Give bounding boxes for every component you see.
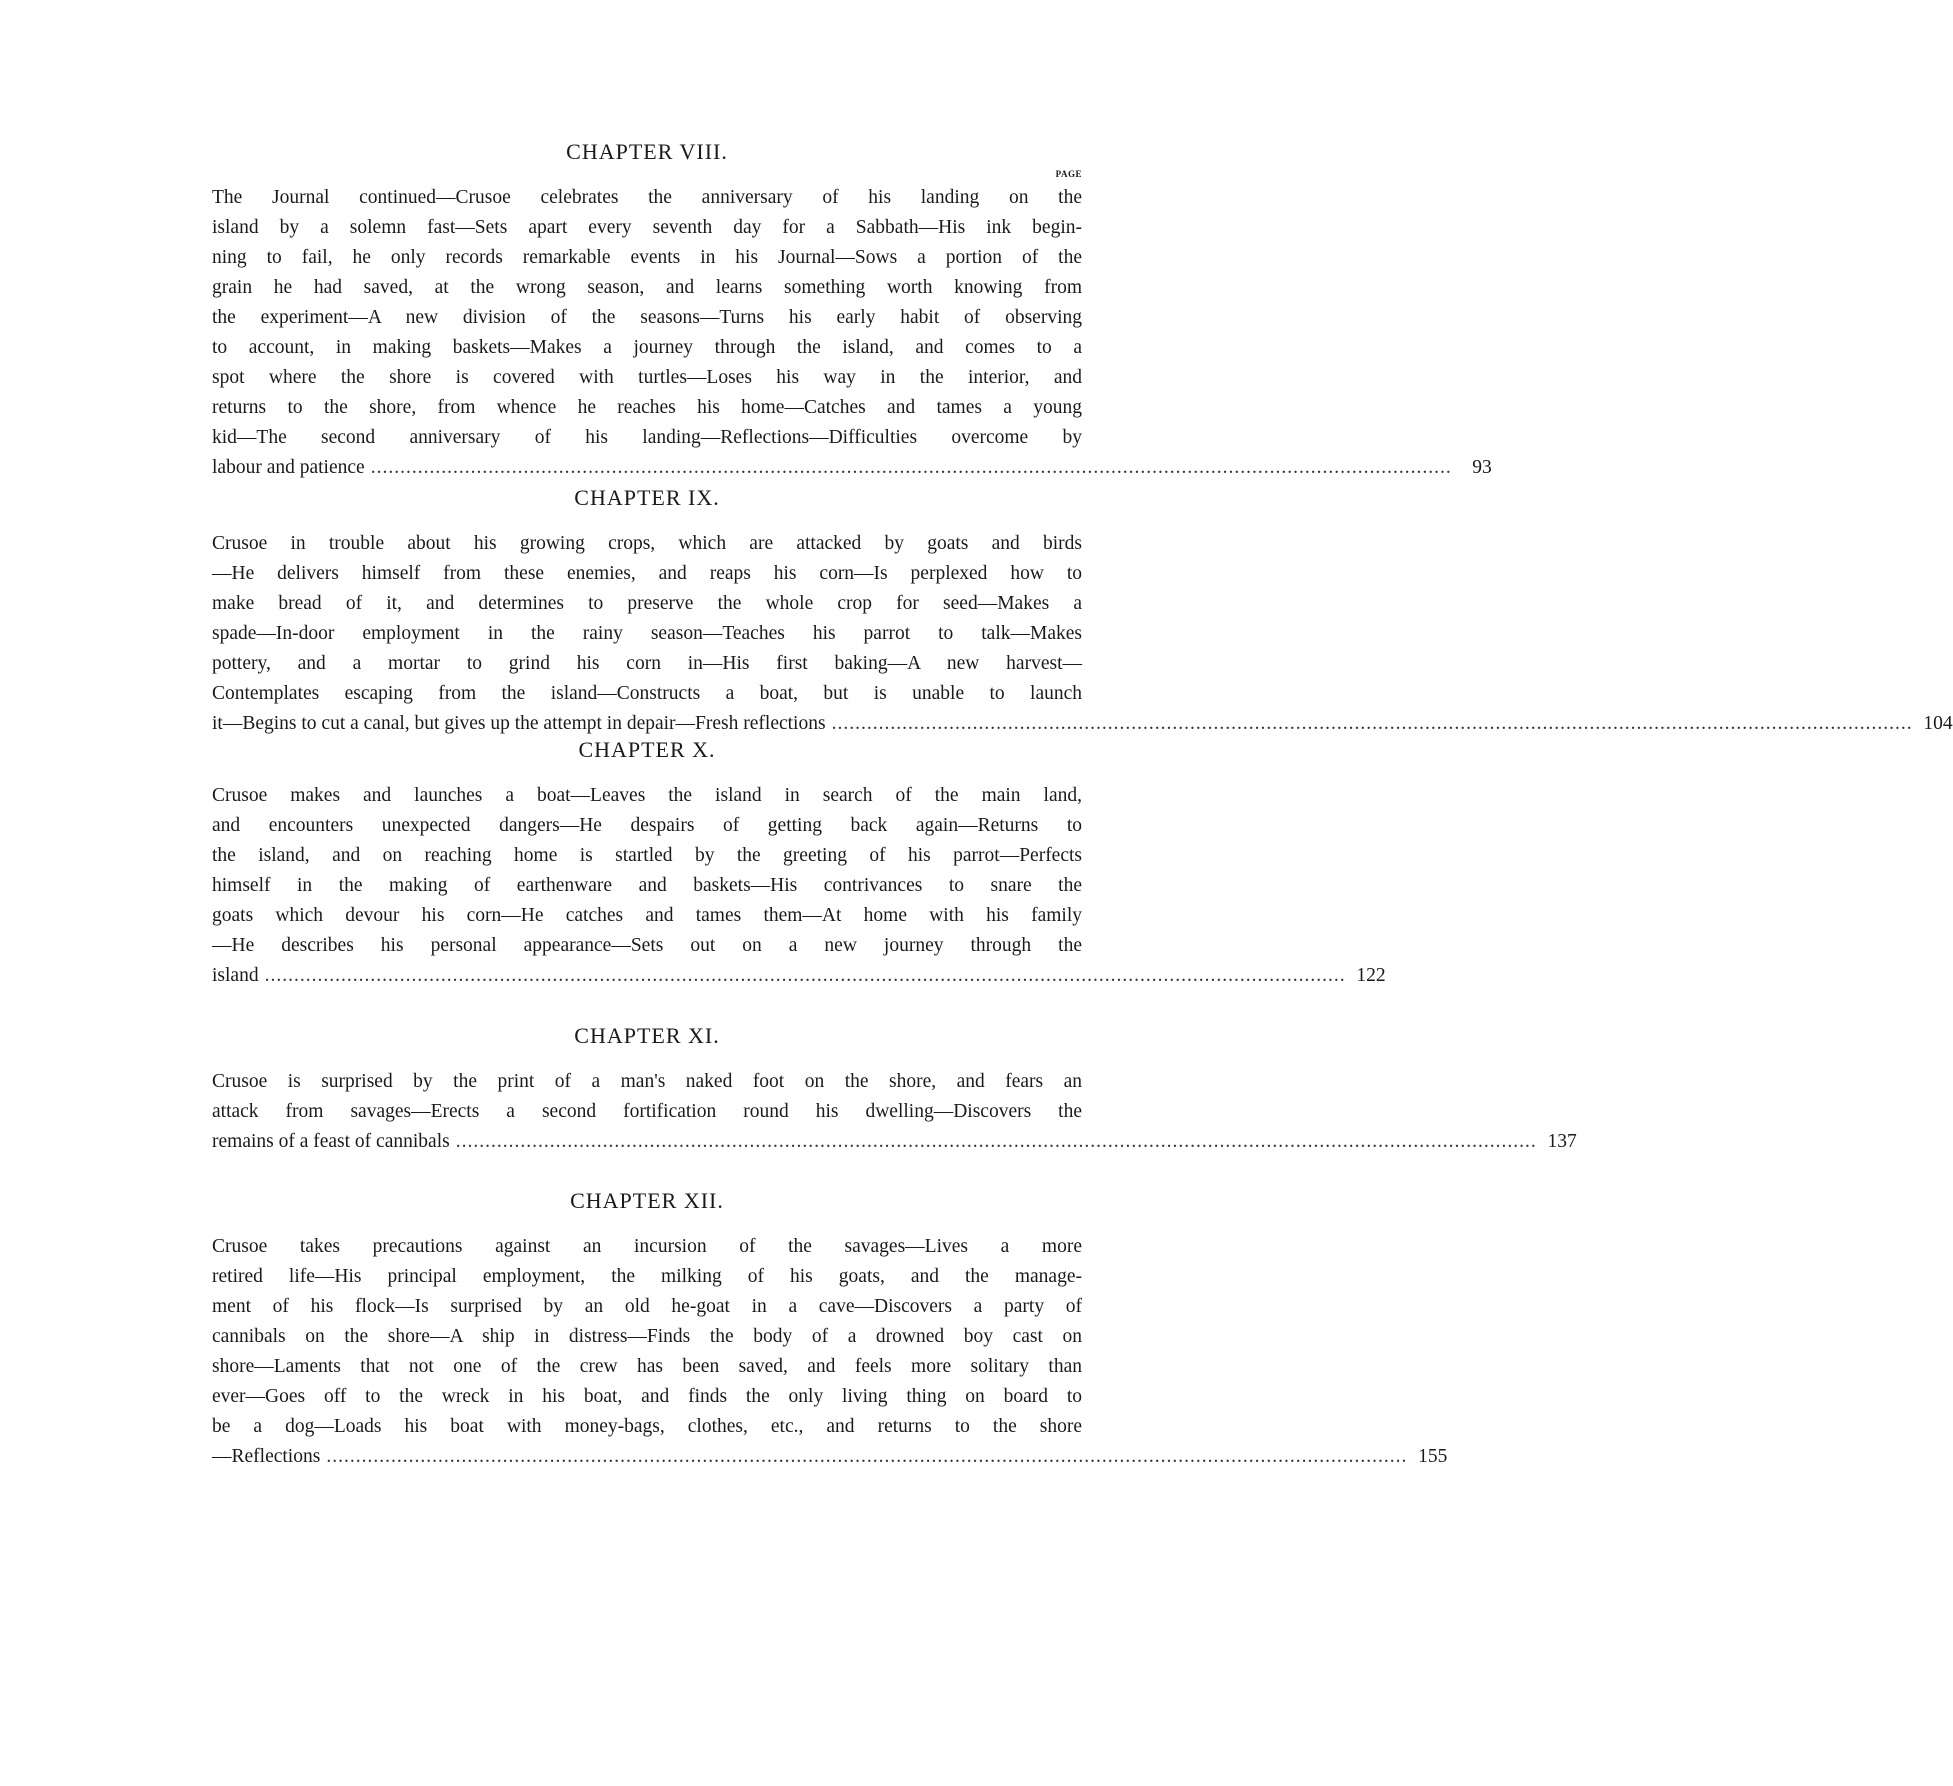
summary-line: labour and patience	[212, 457, 365, 478]
page-number: 155	[1418, 1446, 1448, 1467]
summary-line: spade—In-door employment in the rainy season—Teaches his parrot to talk—Makes	[212, 623, 1082, 644]
summary-line: grain he had saved, at the wrong season, and learns something worth knowing from	[212, 277, 1082, 298]
summary-line: Crusoe in trouble about his growing crops, which are attacked by goats and birds	[212, 533, 1082, 554]
summary-line: kid—The second anniversary of his landing—Reflections—Difficulties overcome by	[212, 427, 1082, 448]
page-number: 104	[1923, 713, 1953, 734]
summary-line: be a dog—Loads his boat with money-bags, clothes, etc., and returns to the shore	[212, 1416, 1082, 1437]
chapter-xi	[212, 1021, 1577, 1157]
summary-line: Contemplates escaping from the island—Constructs a boat, but is unable to launch	[212, 683, 1082, 704]
summary-last-line	[212, 453, 1492, 483]
page-number: 137	[1547, 1131, 1577, 1152]
summary-line: —Reflections	[212, 1446, 321, 1467]
summary-line: and encounters unexpected dangers—He despairs of getting back again—Returns to	[212, 815, 1082, 836]
summary-line: island	[212, 965, 259, 986]
summary-line: attack from savages—Erects a second fortification round his dwelling—Discovers the	[212, 1101, 1082, 1122]
chapter-viii	[212, 137, 1492, 483]
summary-line: shore—Laments that not one of the crew has been saved, and feels more solitary than	[212, 1356, 1082, 1377]
chapter-title: CHAPTER VIII.	[566, 139, 728, 164]
page-column-label: PAGE	[1055, 169, 1082, 179]
summary-line: it—Begins to cut a canal, but gives up the attempt in depair—Fresh reflections	[212, 713, 826, 734]
summary-line: Crusoe is surprised by the print of a man's naked foot on the shore, and fears an	[212, 1071, 1082, 1092]
summary-line: —He delivers himself from these enemies, and reaps his corn—Is perplexed how to	[212, 563, 1082, 584]
summary-line: cannibals on the shore—A ship in distress—Finds the body of a drowned boy cast on	[212, 1326, 1082, 1347]
summary-last-line	[212, 1127, 1577, 1157]
dot-leader: ........................................................................................................................................................................................	[370, 457, 1452, 478]
summary-last-line	[212, 961, 1386, 991]
summary-line: returns to the shore, from whence he reaches his home—Catches and tames a young	[212, 397, 1082, 418]
chapter-summary	[212, 1067, 1577, 1157]
summary-line: the island, and on reaching home is startled by the greeting of his parrot—Perfects	[212, 845, 1082, 866]
summary-last-line	[212, 1442, 1448, 1472]
summary-line: ment of his flock—Is surprised by an old he-goat in a cave—Discovers a party of	[212, 1296, 1082, 1317]
dot-leader: ........................................................................................................................................................................................	[455, 1131, 1537, 1152]
chapter-summary	[212, 183, 1492, 483]
summary-line: make bread of it, and determines to preserve the whole crop for seed—Makes a	[212, 593, 1082, 614]
summary-line: Crusoe makes and launches a boat—Leaves the island in search of the main land,	[212, 785, 1082, 806]
dot-leader: ........................................................................................................................................................................................	[831, 713, 1913, 734]
summary-line: pottery, and a mortar to grind his corn in—His first baking—A new harvest—	[212, 653, 1082, 674]
page-number: 122	[1356, 965, 1386, 986]
chapter-ix	[212, 483, 1953, 739]
summary-line: retired life—His principal employment, the milking of his goats, and the manage-	[212, 1266, 1082, 1287]
summary-line: remains of a feast of cannibals	[212, 1131, 450, 1152]
summary-line: The Journal continued—Crusoe celebrates the anniversary of his landing on the	[212, 187, 1082, 208]
dot-leader: ........................................................................................................................................................................................	[264, 965, 1346, 986]
summary-line: ever—Goes off to the wreck in his boat, and finds the only living thing on board to	[212, 1386, 1082, 1407]
chapter-title: CHAPTER IX.	[574, 485, 720, 510]
summary-line: ning to fail, he only records remarkable events in his Journal—Sows a portion of the	[212, 247, 1082, 268]
chapter-summary	[212, 1232, 1448, 1472]
chapter-title: CHAPTER X.	[578, 737, 716, 762]
summary-line: Crusoe takes precautions against an incursion of the savages—Lives a more	[212, 1236, 1082, 1257]
page-number: 93	[1472, 457, 1492, 478]
summary-line: spot where the shore is covered with turtles—Loses his way in the interior, and	[212, 367, 1082, 388]
summary-line: island by a solemn fast—Sets apart every seventh day for a Sabbath—His ink begin-	[212, 217, 1082, 238]
chapter-title: CHAPTER XI.	[574, 1023, 720, 1048]
summary-line: the experiment—A new division of the seasons—Turns his early habit of observing	[212, 307, 1082, 328]
chapter-xii	[212, 1186, 1448, 1472]
summary-line: goats which devour his corn—He catches and tames them—At home with his family	[212, 905, 1082, 926]
chapter-title: CHAPTER XII.	[570, 1188, 724, 1213]
chapter-x	[212, 735, 1386, 991]
chapter-summary	[212, 781, 1386, 991]
summary-line: himself in the making of earthenware and baskets—His contrivances to snare the	[212, 875, 1082, 896]
summary-line: —He describes his personal appearance—Sets out on a new journey through the	[212, 935, 1082, 956]
chapter-summary	[212, 529, 1953, 739]
summary-line: to account, in making baskets—Makes a journey through the island, and comes to a	[212, 337, 1082, 358]
dot-leader: ........................................................................................................................................................................................	[326, 1446, 1408, 1467]
